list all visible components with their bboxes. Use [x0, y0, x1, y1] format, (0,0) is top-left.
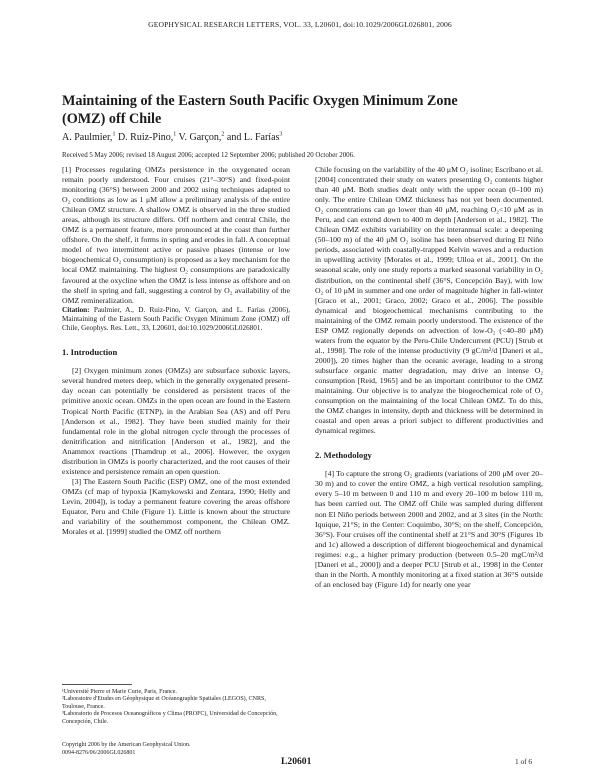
intro-paragraph-3-continued: Chile focusing on the variability of the 40 μM O₂ isoline; Escribano et al. [2004] concentrated their study on waters presenting O₂ contents higher than 40 μM. Both studies dealt only with the upper ocean (0–100 m) only. The entire Chilean OMZ thickness has not yet been documented. O₂ concentrations can go lower than 40 μM, reaching O₂<10 μM as in Peru, and can extend down to 400 m depth [Anderson et al., 1982]. The Chilean OMZ exhibits variability on the interannual scale: a deepening (50–100 m) of the 40 μM O₂ isoline has been observed during El Niño periods, associated with coastally-trapped Kelvin waves and a reduction in upwelling activity [Morales et al., 1999; Ulloa et al., 2001]. On the seasonal scale, only one study reports a marked seasonal variability in O₂ distribution, on the continental shelf (36°S, Concepción Bay), with low O₂ of 10 μM in summer and one order of magnitude higher in fall-winter [Graco et al., 2001; Graco, 2002; Graco et al., 2006]. The possible dynamical and biogeochemical mechanisms contributing to the maintaining of the OMZ remain poorly understood. The existence of the ESP OMZ regionally depends on advection of low-O₂ (<40–80 μM) waters from the equator by the Peru-Chile Undercurrent (PCU) [Strub et al., 1998]. The role of the intense productivity (9 gC/m²/d [Daneri et al., 2000]), 20 times higher than the oceanic average, leading to a strong subsurface organic matter degradation, may drive an intense O₂ consumption [Reid, 1965] and be an important contributor to the OMZ maintaining. Our objective is to analyze the biogeochemical role of O₂ consumption on the maintaining of the local Chilean OMZ. To do this, the OMZ changes in intensity, depth and thickness will be determined in coastal and open areas a priori subject to different productivities and dynamical regimes.	[315, 165, 543, 436]
copyright-notice	[62, 742, 290, 757]
left-column	[62, 165, 290, 537]
abstract-paragraph: [1] Processes regulating OMZs persistence in the oxygenated ocean remain poorly understood. Four cruises (21°–30°S) and fixed-point monitoring (36°S) between 2000 and 2002 using techniques adapted to O₂ conditions as low as 1 μM allow a preliminary analysis of the entire Chilean OMZ structure. A shallow OMZ is observed in the three studied areas, although its structure differs. Off northern and central Chile, the OMZ is a permanent feature, more pronounced at the coast than further offshore. On the shelf, it forms in spring and erodes in fall. A conceptual model of two intermittent active or passive phases (intense or low biogeochemical O₂ consumption) is proposed as a key mechanism for the local OMZ maintaining. The highest O₂ consumptions are paradoxically favoured at the oxycline when the OMZ is less intense as offshore and on the shelf in spring and fall, suggesting a control by O₂ availability of the OMZ remineralization.	[62, 165, 291, 305]
paper-title	[62, 92, 542, 128]
citation-block: Citation: Paulmier, A., D. Ruiz-Pino, V. Garçon, and L. Farías (2006), Maintaining of the Eastern South Pacific Oxygen Minimum Zone (OMZ) off Chile, Geophys. Res. Lett., 33, L20601, doi:10.1029/2006GL026801.	[62, 305, 291, 333]
received-dates: Received 5 May 2006; revised 18 August 2006; accepted 12 September 2006; published 20 October 2006.	[62, 152, 355, 159]
affiliation-footnotes	[62, 689, 290, 726]
issn-line: 0094-8276/06/2006GL026801	[62, 749, 136, 756]
footnote-3: ³Laboratorio de Procesos Oceanográficos y Clima (PROFC), Universidad de Concepción, Concepción, Chile.	[62, 711, 278, 725]
author-2: D. Ruiz-Pino,$^1$	[117, 131, 177, 143]
section-heading-introduction: 1. Introduction	[62, 347, 118, 358]
author-4: and L. Farías$^3$	[226, 131, 283, 143]
title-line-1: Maintaining of the Eastern South Pacific Oxygen Minimum Zone	[62, 93, 458, 109]
author-list	[62, 132, 542, 143]
page-count-footer: 1 of 6	[515, 757, 533, 766]
footnote-divider	[62, 684, 132, 685]
article-id-footer: L20601	[281, 756, 312, 767]
methods-paragraph-4: [4] To capture the strong O₂ gradients (variations of 200 μM over 20–30 m) and to cover the entire OMZ, a high vertical resolution sampling, every 5–10 m between 0 and 110 m and every 20–100 m below 110 m, has been carried out. The OMZ off Chile was sampled during different non El Niño periods between 2000 and 2002, and at 3 sites (in the North: Iquique, 21°S; in the Center: Coquimbo, 30°S; on the shelf, Concepción, 36°S). Four cruises off the continental shelf at 21°S and 30°S (Figures 1b and 1c) allowed a description of different biogeochemical and dynamical regimes: e.g., a higher primary production (between 0.5–20 mgC/m²/d [Daneri et al., 2000]) and a deeper PCU [Strub et al., 1998] in the Center than in the North. A monthly monitoring at a fixed station at 36°S outside of an enclosed bay (Figure 1d) for nearly one year	[315, 469, 543, 589]
right-column	[315, 165, 543, 590]
title-line-2: (OMZ) off Chile	[62, 111, 162, 127]
author-3: V. Garçon,$^2$	[178, 131, 225, 143]
section-heading-methodology: 2. Methodology	[315, 450, 372, 461]
intro-paragraph-3: [3] The Eastern South Pacific (ESP) OMZ, one of the most extended OMZs (cf map of hypoxia [Kamykowski and Zentara, 1990; Helly and Levin, 2004]), is today a permanent feature covering the areas offshore Equator, Peru and Chile (Figure 1). Little is known about the structure and variability of the southernmost component, the Chilean OMZ. Morales et al. [1999] studied the OMZ off northern	[62, 476, 290, 537]
copyright-line: Copyright 2006 by the American Geophysical Union.	[62, 742, 191, 748]
author-1: A. Paulmier,$^1$	[62, 131, 116, 143]
running-head: GEOPHYSICAL RESEARCH LETTERS, VOL. 33, L20601, doi:10.1029/2006GL026801, 2006	[148, 20, 452, 29]
footnote-2: ²Laboratoire d'Etudes en Géophysique et Océanographie Spatiales (LEGOS), CNRS, Toulouse, France.	[62, 696, 266, 710]
intro-paragraph-2: [2] Oxygen minimum zones (OMZs) are subsurface suboxic layers, several hundred meters deep, which in the generally oxygenated present-day ocean can potentially be considered as persistent traces of the primitive anoxic ocean. OMZs in the open ocean are found in the Eastern Tropical North Pacific (ETNP), in the Arabian Sea (AS) and off Peru [Anderson et al., 1982]. They have been studied mainly for their fundamental role in the global nitrogen cycle through the processes of denitrification and nitrification [Anderson et al., 1982], and the Anammox reactions [Thamdrup et al., 2006]. However, the oxygen distribution in OMZs is poorly characterized, and the root causes of their existence and persistence remain an open question.	[62, 366, 291, 476]
footnote-1: ¹Université Pierre et Marie Curie, Paris, France.	[62, 689, 177, 695]
